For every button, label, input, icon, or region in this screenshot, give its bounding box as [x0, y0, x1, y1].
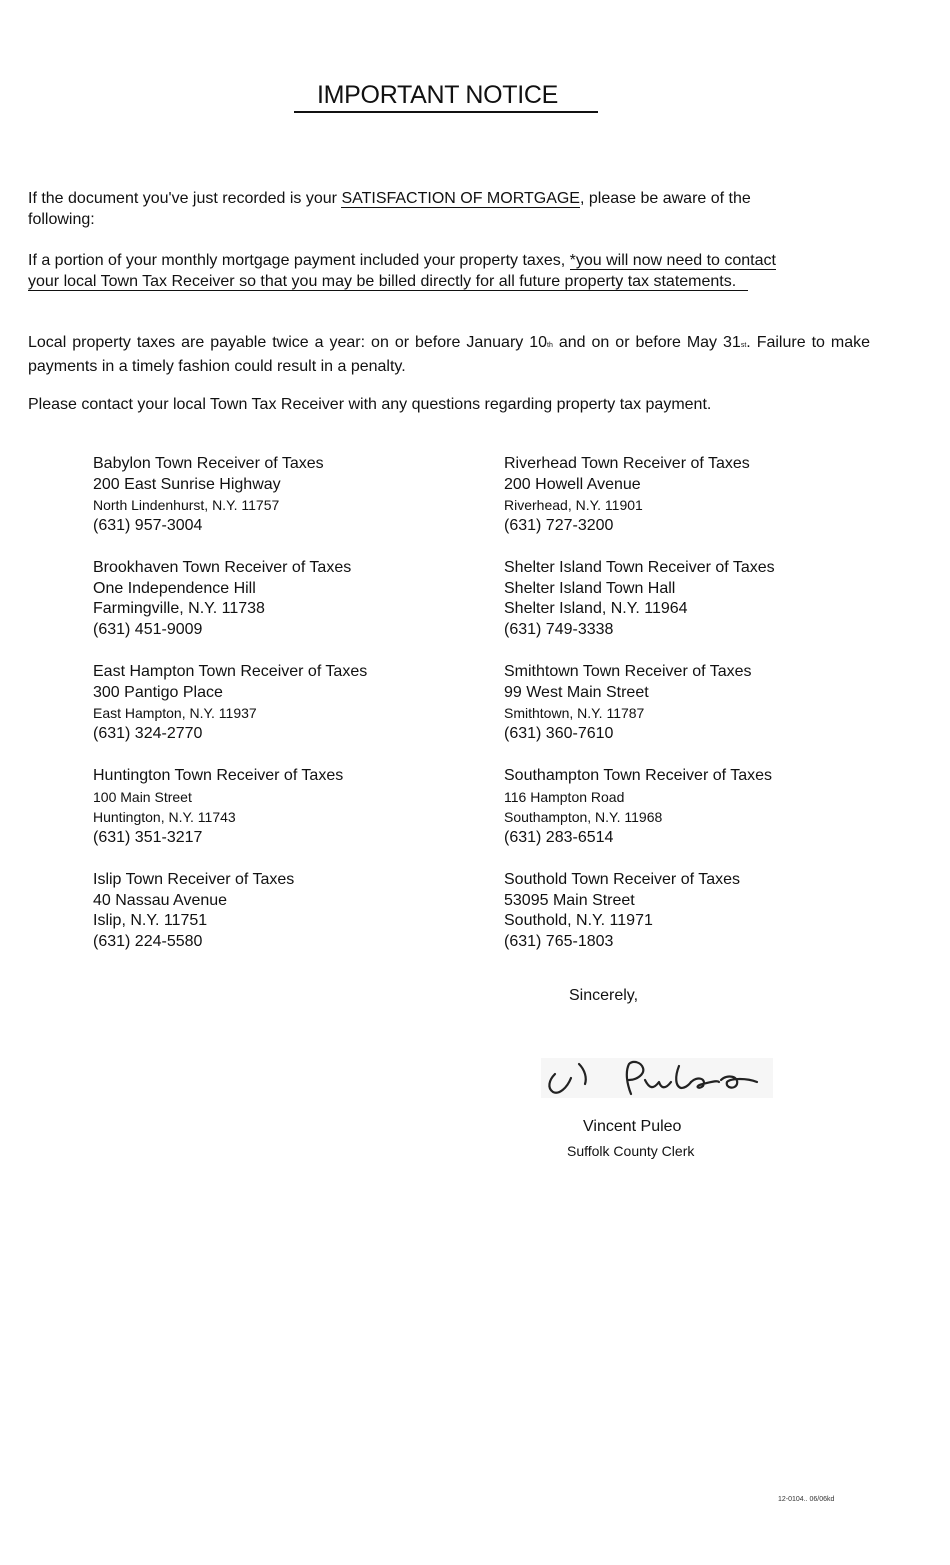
office-phone: (631) 451-9009	[93, 620, 203, 638]
office-phone: (631) 324-2770	[93, 724, 203, 742]
office-city: Shelter Island, N.Y. 11964	[504, 600, 688, 617]
page-title: IMPORTANT NOTICE	[317, 81, 559, 109]
office-name: Southold Town Receiver of Taxes	[504, 871, 740, 888]
office-phone: (631) 749-3338	[504, 620, 614, 638]
office-street: 40 Nassau Avenue	[93, 891, 228, 909]
office-brookhaven	[93, 558, 423, 640]
office-city: Farmingville, N.Y. 11738	[93, 600, 265, 617]
office-street: 300 Pantigo Place	[93, 683, 223, 701]
office-huntington	[93, 766, 423, 848]
signer-name: Vincent Puleo	[583, 1118, 682, 1135]
office-street: Shelter Island Town Hall	[504, 579, 676, 597]
office-phone: (631) 224-5580	[93, 932, 203, 950]
office-city: Southampton, N.Y. 11968	[504, 809, 663, 825]
office-street: 200 East Sunrise Highway	[93, 475, 281, 493]
billing-paragraph: If a portion of your monthly mortgage payment included your property taxes, *you will now need to contact your local Town Tax Receiver so that you may be billed directly for all future property tax statements.	[28, 252, 776, 290]
office-city: Smithtown, N.Y. 11787	[504, 705, 645, 721]
title-underline	[294, 80, 598, 113]
office-name: Islip Town Receiver of Taxes	[93, 871, 295, 888]
office-east-hampton	[93, 662, 423, 744]
form-code: 12-0104.. 06/06kd	[778, 1496, 835, 1503]
office-smithtown	[504, 662, 834, 744]
satisfaction-of-mortgage-emphasis: SATISFACTION OF MORTGAGE	[341, 190, 580, 207]
office-city: East Hampton, N.Y. 11937	[93, 705, 257, 721]
office-street: 53095 Main Street	[504, 891, 635, 909]
office-phone: (631) 283-6514	[504, 828, 614, 846]
office-name: Shelter Island Town Receiver of Taxes	[504, 559, 775, 576]
offices-left-column	[93, 454, 423, 974]
office-phone: (631) 727-3200	[504, 516, 614, 534]
office-street: One Independence Hill	[93, 579, 256, 597]
office-riverhead	[504, 454, 834, 536]
office-name: Huntington Town Receiver of Taxes	[93, 767, 344, 784]
intro-paragraph: If the document you've just recorded is your SATISFACTION OF MORTGAGE, please be aware of the following:	[28, 190, 751, 228]
office-southold	[504, 870, 834, 952]
office-city: Huntington, N.Y. 11743	[93, 809, 236, 825]
office-name: Brookhaven Town Receiver of Taxes	[93, 559, 352, 576]
office-name: Babylon Town Receiver of Taxes	[93, 455, 324, 472]
office-city: Islip, N.Y. 11751	[93, 912, 208, 929]
office-phone: (631) 351-3217	[93, 828, 203, 846]
office-city: Southold, N.Y. 11971	[504, 912, 653, 929]
office-phone: (631) 957-3004	[93, 516, 203, 534]
office-street: 100 Main Street	[93, 788, 192, 805]
office-name: Smithtown Town Receiver of Taxes	[504, 663, 752, 680]
office-phone: (631) 360-7610	[504, 724, 614, 742]
contact-paragraph: Please contact your local Town Tax Receiver with any questions regarding property tax payment.	[28, 396, 712, 413]
payment-schedule-paragraph: Local property taxes are payable twice a year: on or before January 10th and on or before May 31st. Failure to make payments in a timely fashion could result in a penalty.	[28, 334, 871, 375]
office-babylon	[93, 454, 423, 536]
closing-salutation: Sincerely,	[569, 987, 639, 1004]
office-street: 200 Howell Avenue	[504, 475, 641, 493]
office-city: Riverhead, N.Y. 11901	[504, 497, 643, 513]
signature-image	[541, 1058, 773, 1098]
office-name: Riverhead Town Receiver of Taxes	[504, 455, 750, 472]
office-southampton	[504, 766, 834, 848]
office-islip	[93, 870, 423, 952]
signer-title: Suffolk County Clerk	[567, 1143, 695, 1159]
offices-right-column	[504, 454, 834, 974]
office-name: East Hampton Town Receiver of Taxes	[93, 663, 368, 680]
svg-text:V Puleo: V Puleo	[653, 1096, 661, 1098]
contact-receiver-emphasis: *you will now need to contact your local Town Tax Receiver so that you may be billed directly for all future property tax statements.	[28, 252, 776, 290]
office-name: Southampton Town Receiver of Taxes	[504, 767, 773, 784]
office-city: North Lindenhurst, N.Y. 11757	[93, 497, 280, 513]
office-street: 116 Hampton Road	[504, 788, 625, 805]
office-street: 99 West Main Street	[504, 683, 649, 701]
office-shelter-island	[504, 558, 834, 640]
office-phone: (631) 765-1803	[504, 932, 614, 950]
